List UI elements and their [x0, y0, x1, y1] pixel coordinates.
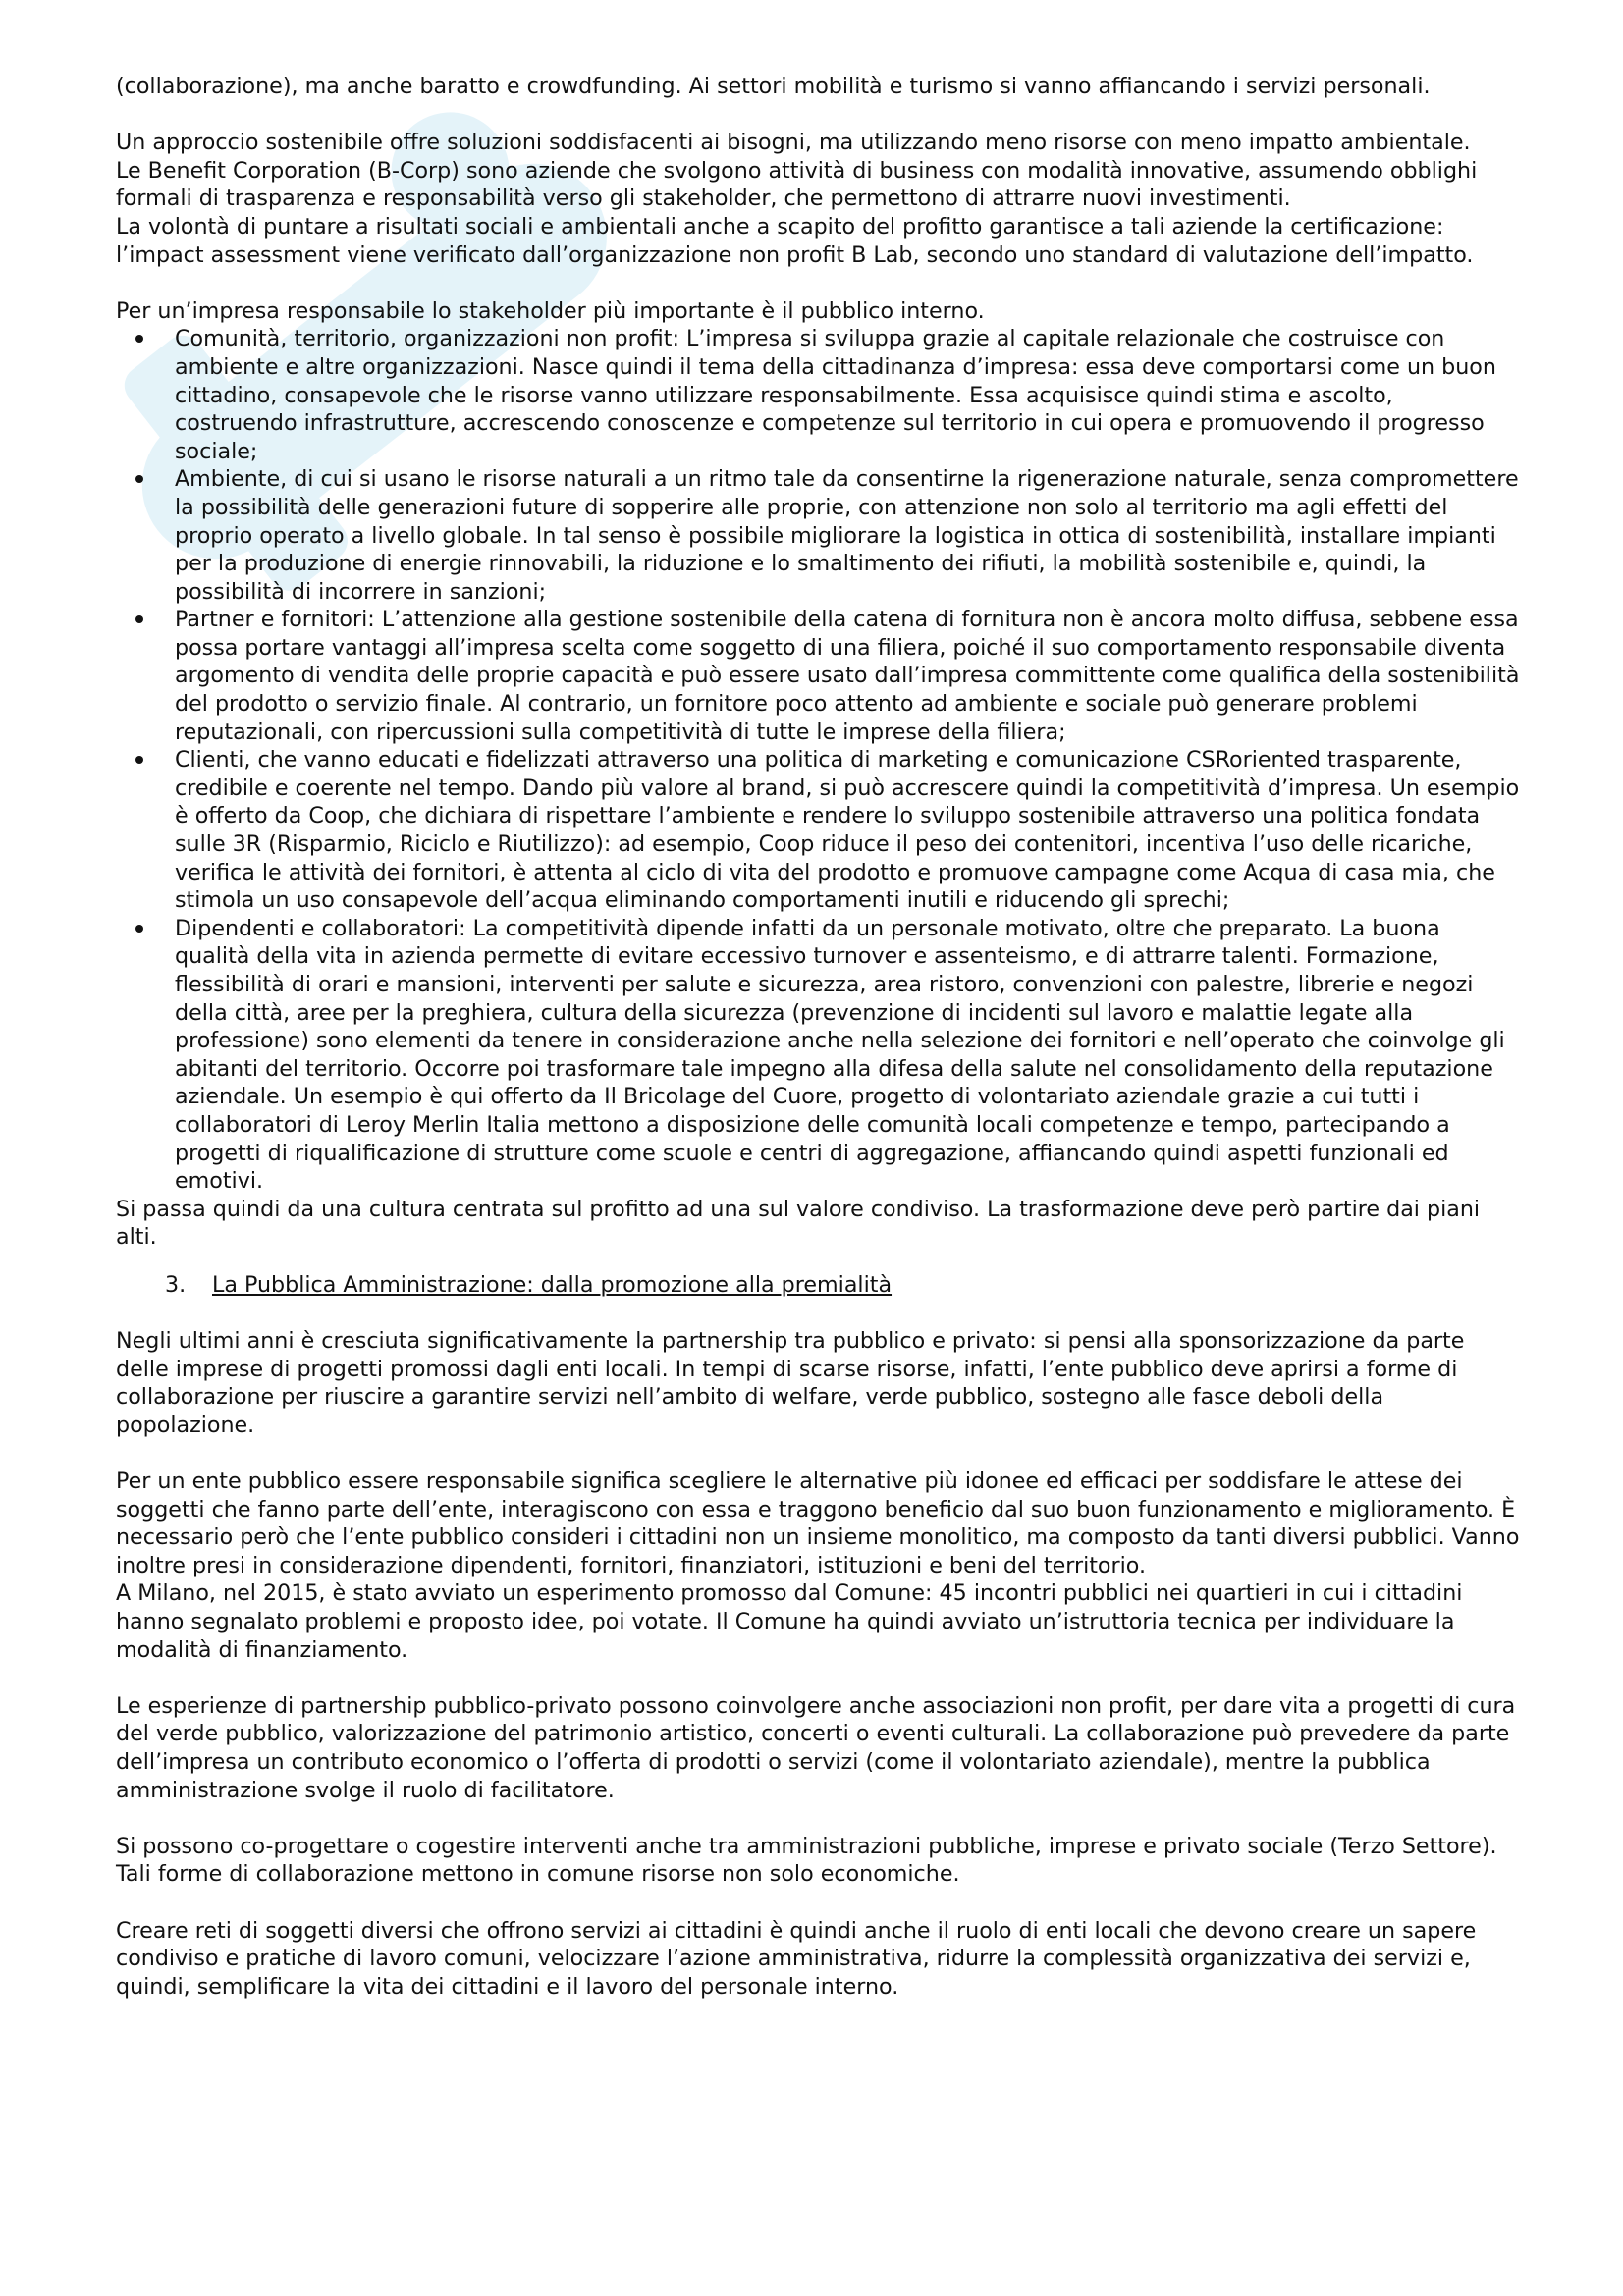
paragraph-intro-continued: (collaborazione), ma anche baratto e crowdfunding. Ai settori mobilità e turismo si vanno affiancando i servizi personali. [116, 74, 1431, 99]
section-number: 3. [165, 1271, 187, 1298]
paragraph-public-entity: Per un ente pubblico essere responsabile significa scegliere le alternative più idonee ed efficaci per soddisfare le attese dei soggetti che fanno parte dell’ente, interagiscono con essa e traggono beneficio dal suo buon funzionamento e miglioramento. È necessario però che l’ente pubblico consideri i cittadini non un insieme monolitico, ma composto da tanti diversi pubblici. Vanno inoltre presi in considerazione dipendenti, fornitori, finanziatori, istituzioni e beni del territorio. [116, 1468, 1520, 1578]
list-item-clients: Clienti, che vanno educati e fidelizzati attraverso una politica di marketing e comunicazione CSRoriented trasparente, credibile e coerente nel tempo. Dando più valore al brand, si può accrescere quindi la competitività d’impresa. Un esempio è offerto da Coop, che dichiara di rispettare l’ambiente e rendere lo sviluppo sostenibile attraverso una politica fondata sulle 3R (Risparmio, Riciclo e Riutilizzo): ad esempio, Coop riduce il peso dei contenitori, incentiva l’uso delle ricariche, verifica le attività dei fornitori, è attenta al ciclo di vita del prodotto e promuove campagne come Acqua di casa mia, che stimola un uso consapevole dell’acqua eliminando comportamenti inutili e riducendo gli sprechi; [116, 746, 1520, 915]
section-heading [116, 1271, 1520, 1300]
paragraph-shared-value: Si passa quindi da una cultura centrata sul profitto ad una sul valore condiviso. La trasformazione deve però partire dai piani alti. [116, 1196, 1481, 1251]
list-item-employees: Dipendenti e collaboratori: La competitività dipende infatti da un personale motivato, oltre che preparato. La buona qualità della vita in azienda permette di evitare eccessivo turnover e assenteismo, e di attrarre talenti. Formazione, flessibilità di orari e mansioni, interventi per salute e sicurezza, area ristoro, convenzioni con palestre, librerie e negozi della città, aree per la preghiera, cultura della sicurezza (prevenzione di incidenti sul lavoro e malattie legate alla professione) sono elementi da tenere in considerazione anche nella selezione dei fornitori e nell’operato che coinvolge gli abitanti del territorio. Occorre poi trasformare tale impegno alla difesa della salute nel consolidamento della reputazione aziendale. Un esempio è qui offerto da Il Bricolage del Cuore, progetto di volontariato aziendale grazie a cui tutti i collaboratori di Leroy Merlin Italia mettono a disposizione delle comunità locali competenze e tempo, partecipando a progetti di riqualificazione di strutture come scuole e centri di aggregazione, affiancando quindi aspetti funzionali ed emotivi. [116, 915, 1520, 1196]
paragraph-stakeholder: Per un’impresa responsabile lo stakeholder più importante è il pubblico interno. [116, 297, 985, 324]
list-item-community: Comunità, territorio, organizzazioni non profit: L’impresa si sviluppa grazie al capitale relazionale che costruisce con ambiente e altre organizzazioni. Nasce quindi il tema della cittadinanza d’impresa: essa deve comportarsi come un buon cittadino, consapevole che le risorse vanno utilizzare responsabilmente. Essa acquisisce quindi stima e ascolto, costruendo infrastrutture, accrescendo conoscenze e competenze sul territorio in cui opera e promuovendo il progresso sociale; [116, 325, 1520, 465]
section-title: La Pubblica Amministrazione: dalla promozione alla premialità [212, 1271, 893, 1298]
paragraph-milano: A Milano, nel 2015, è stato avviato un esperimento promosso dal Comune: 45 incontri pubblici nei quartieri in cui i cittadini hanno segnalato problemi e proposto idee, poi votate. Il Comune ha quindi avviato un’istruttoria tecnica per individuare la modalità di finanziamento. [116, 1580, 1463, 1663]
paragraph-sustainable-approach: Un approccio sostenibile offre soluzioni soddisfacenti ai bisogni, ma utilizzando meno risorse con meno impatto ambientale. [116, 130, 1471, 156]
list-item-partners: Partner e fornitori: L’attenzione alla gestione sostenibile della catena di fornitura non è ancora molto diffusa, sebbene essa possa portare vantaggi all’impresa scelta come soggetto di una filiera, poiché il suo comportamento responsabile diventa argomento di vendita delle proprie capacità e può essere usato dall’impresa committente come qualifica della sostenibilità del prodotto o servizio finale. Al contrario, un fornitore poco attento ad ambiente e sociale può generare problemi reputazionali, con ripercussioni sulla competitività di tutte le imprese della filiera; [116, 606, 1520, 746]
paragraph-benefit-corporation: Le Benefit Corporation (B-Corp) sono aziende che svolgono attività di business con modalità innovative, assumendo obblighi formali di trasparenza e responsabilità verso gli stakeholder, che permettono di attrarre nuovi investimenti. [116, 157, 1478, 212]
paragraph-experiences: Le esperienze di partnership pubblico-privato possono coinvolgere anche associazioni non profit, per dare vita a progetti di cura del verde pubblico, valorizzazione del patrimonio artistico, concerti o eventi culturali. La collaborazione può prevedere da parte dell’impresa un contributo economico o l’offerta di prodotti o servizi (come il volontariato aziendale), mentre la pubblica amministrazione svolge il ruolo di facilitatore. [116, 1692, 1516, 1803]
paragraph-certification: La volontà di puntare a risultati sociali e ambientali anche a scapito del profitto garantisce a tali aziende la certificazione: l’impact assessment viene verificato dall’organizzazione non profit B Lab, secondo uno standard di valutazione dell’impatto. [116, 213, 1474, 268]
list-item-environment: Ambiente, di cui si usano le risorse naturali a un ritmo tale da consentirne la rigenerazione naturale, senza compromettere la possibilità delle generazioni future di sopperire alle proprie, con attenzione non solo al territorio ma agli effetti del proprio operato a livello globale. In tal senso è possibile migliorare la logistica in ottica di sostenibilità, installare impianti per la produzione di energie rinnovabili, la riduzione e lo smaltimento dei rifiuti, la mobilità sostenibile e, quindi, la possibilità di incorrere in sanzioni; [116, 465, 1520, 606]
paragraph-networks: Creare reti di soggetti diversi che offrono servizi ai cittadini è quindi anche il ruolo di enti locali che devono creare un sapere condiviso e pratiche di lavoro comuni, velocizzare l’azione amministrativa, ridurre la complessità organizzativa dei servizi e, quindi, semplificare la vita dei cittadini e il lavoro del personale interno. [116, 1917, 1477, 2000]
paragraph-partnership: Negli ultimi anni è cresciuta significativamente la partnership tra pubblico e privato: si pensi alla sponsorizzazione da parte delle imprese di progetti promossi dagli enti locali. In tempi di scarse risorse, infatti, l’ente pubblico deve aprirsi a forme di collaborazione per riuscire a garantire servizi nell’ambito di welfare, verde pubblico, sostegno alle fasce deboli della popolazione. [116, 1328, 1465, 1438]
stakeholder-list [116, 325, 1520, 1195]
document-page [116, 73, 1520, 2001]
paragraph-co-design: Si possono co-progettare o cogestire interventi anche tra amministrazioni pubbliche, imprese e privato sociale (Terzo Settore). Tali forme di collaborazione mettono in comune risorse non solo economiche. [116, 1833, 1497, 1888]
